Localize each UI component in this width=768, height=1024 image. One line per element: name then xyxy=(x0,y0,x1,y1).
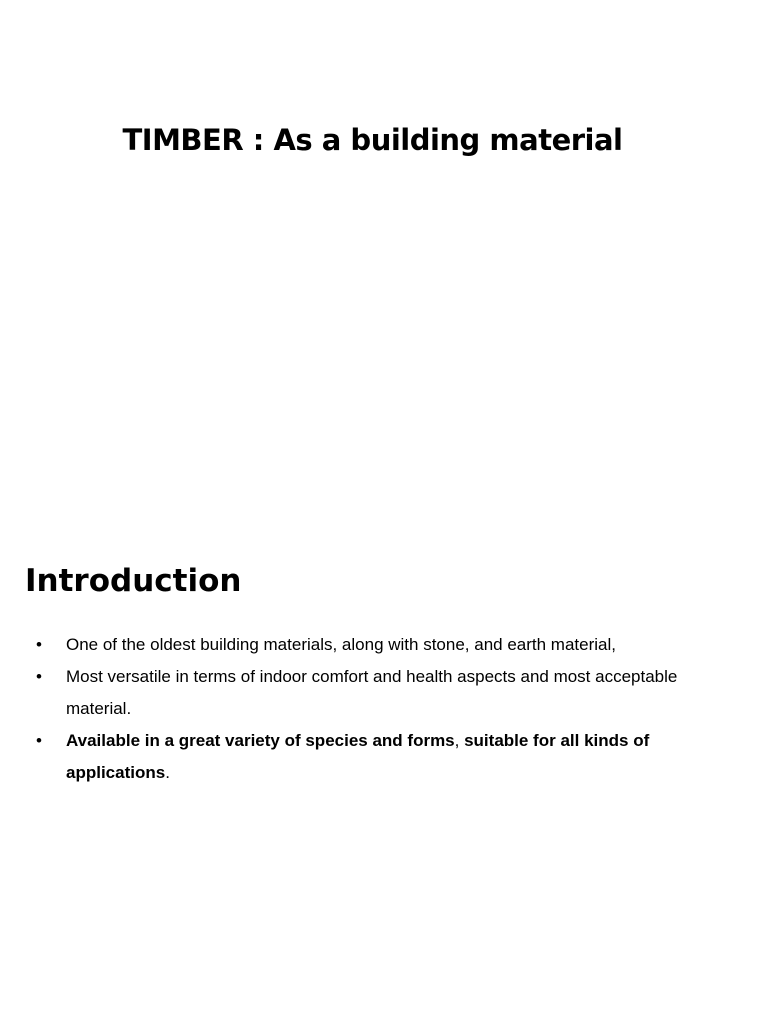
bullet-icon: • xyxy=(36,667,42,686)
list-item xyxy=(36,661,716,725)
bullet-text-end: . xyxy=(165,763,170,782)
bullet-list xyxy=(36,629,716,789)
bullet-text-bold-1: Available in a great variety of species and forms xyxy=(66,731,455,750)
bullet-text-bold-2: suitable for all kinds of applications xyxy=(66,731,650,782)
bullet-icon: • xyxy=(36,635,42,654)
bullet-text: One of the oldest building materials, along with stone, and earth material, xyxy=(66,635,616,654)
bullet-text-separator: , xyxy=(454,731,465,750)
section-heading: Introduction xyxy=(25,563,242,599)
bullet-icon: • xyxy=(36,731,42,750)
list-item xyxy=(36,629,716,661)
list-item xyxy=(36,725,716,789)
document-title: TIMBER : As a building material xyxy=(122,123,623,157)
bullet-text: Most versatile in terms of indoor comfort and health aspects and most acceptable material. xyxy=(66,667,678,718)
